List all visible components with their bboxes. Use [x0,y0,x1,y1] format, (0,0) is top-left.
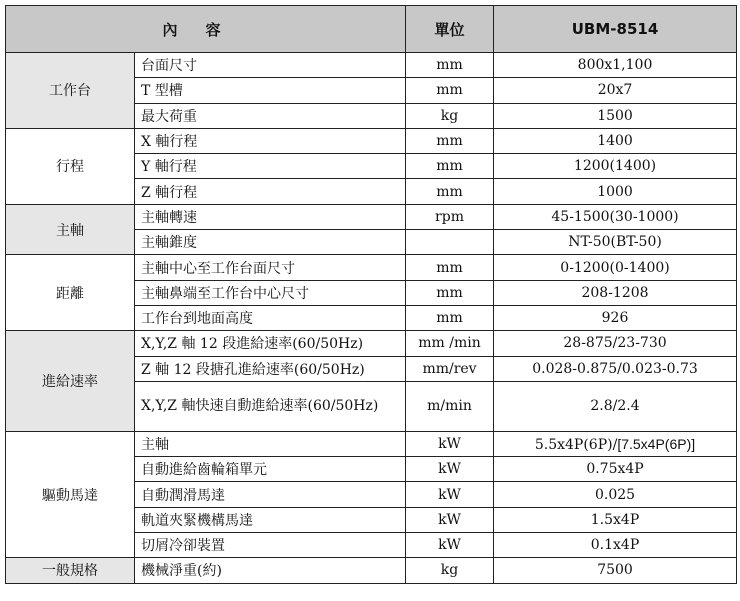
row-item: 台面尺寸 [135,53,406,78]
row-item: 主軸轉速 [135,204,406,229]
group-travel: 行程 [6,128,135,204]
row-unit: kW [406,507,494,532]
row-value: 0.1x4P [494,533,737,558]
row-value: 0.75x4P [494,457,737,482]
group-motors: 驅動馬達 [6,431,135,557]
row-item: Z 軸行程 [135,179,406,204]
header-unit: 單位 [406,6,494,53]
row-item: 最大荷重 [135,103,406,128]
row-unit: kW [406,482,494,507]
row-unit: rpm [406,204,494,229]
row-value: 45-1500(30-1000) [494,204,737,229]
row-unit: mm/rev [406,356,494,381]
row-unit: kW [406,533,494,558]
table-row [6,255,737,280]
row-value: 1500 [494,103,737,128]
row-item: 切屑冷卻裝置 [135,533,406,558]
row-unit: mm /min [406,331,494,356]
table-row [6,204,737,229]
row-value: 1200(1400) [494,154,737,179]
row-value-bracket: [7.5x4P(6P)] [617,435,696,452]
row-value [494,431,737,456]
row-value: 20x7 [494,78,737,103]
row-unit: m/min [406,381,494,431]
row-value: 926 [494,305,737,330]
row-unit: mm [406,179,494,204]
group-table: 工作台 [6,53,135,129]
row-item: 自動潤滑馬達 [135,482,406,507]
row-value: 0.028-0.875/0.023-0.73 [494,356,737,381]
table-row [6,128,737,153]
row-item: 主軸錐度 [135,230,406,255]
row-item: 自動進給齒輪箱單元 [135,457,406,482]
row-value: 2.8/2.4 [494,381,737,431]
row-item: X,Y,Z 軸 12 段進給速率(60/50Hz) [135,331,406,356]
group-general: 一般規格 [6,558,135,583]
row-item: T 型槽 [135,78,406,103]
row-item: 主軸 [135,431,406,456]
row-unit: kW [406,431,494,456]
row-unit: kg [406,103,494,128]
header-content: 內容 [6,6,406,53]
row-value: 208-1208 [494,280,737,305]
table-row [6,558,737,583]
table-row [6,331,737,356]
table-row [6,53,737,78]
header-model: UBM-8514 [494,6,737,53]
row-item: X 軸行程 [135,128,406,153]
row-item: Y 軸行程 [135,154,406,179]
row-value: 28-875/23-730 [494,331,737,356]
row-value-part: 5.5x4P(6P)/ [534,436,618,453]
row-unit: mm [406,128,494,153]
row-unit: mm [406,53,494,78]
row-unit: mm [406,154,494,179]
row-unit: mm [406,78,494,103]
group-distance: 距離 [6,255,135,331]
group-spindle: 主軸 [6,204,135,255]
row-value: 0.025 [494,482,737,507]
row-unit: mm [406,255,494,280]
row-item: 主軸中心至工作台面尺寸 [135,255,406,280]
row-value: 1400 [494,128,737,153]
row-value: 1.5x4P [494,507,737,532]
row-unit: kg [406,558,494,583]
spec-table [5,5,737,584]
row-item: 工作台到地面高度 [135,305,406,330]
row-unit: mm [406,280,494,305]
row-item: Z 軸 12 段搪孔進給速率(60/50Hz) [135,356,406,381]
row-value: 0-1200(0-1400) [494,255,737,280]
row-value: 800x1,100 [494,53,737,78]
row-item: 軌道夾緊機構馬達 [135,507,406,532]
row-value: 7500 [494,558,737,583]
row-unit: mm [406,305,494,330]
row-value: 1000 [494,179,737,204]
group-feed: 進給速率 [6,331,135,432]
table-row [6,431,737,456]
row-unit [406,230,494,255]
header-row [6,6,737,53]
row-item: 機械淨重(約) [135,558,406,583]
row-value: NT-50(BT-50) [494,230,737,255]
row-item: 主軸鼻端至工作台中心尺寸 [135,280,406,305]
row-item: X,Y,Z 軸快速自動進給速率(60/50Hz) [135,381,406,431]
row-unit: kW [406,457,494,482]
